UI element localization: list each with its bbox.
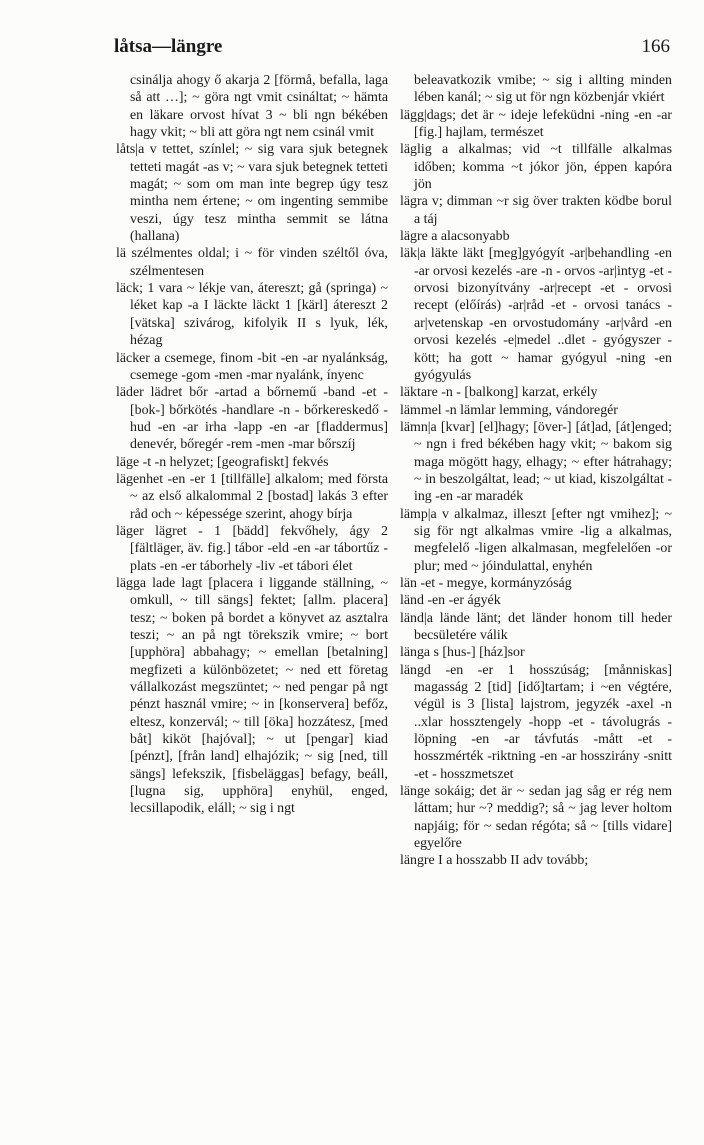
dictionary-entry: lämmel -n lämlar lemming, vándoregér <box>400 402 618 418</box>
dictionary-entry: läktare -n - [balkong] karzat, erkély <box>400 385 598 401</box>
dictionary-entry: läck; 1 vara ~ lékje van, átereszt; gå (springa) ~ léket kap -a I läckte läckt 1 [kärl] átereszt 2 [vätska] szivárog, kifolyik II s lyuk, lék, hézag <box>116 281 388 349</box>
left-column <box>116 72 388 818</box>
dictionary-entry: lämp|a v alkalmaz, illeszt [efter ngt vmihez]; ~ sig för ngt alkalmas vmire -lig a alkalmas, megfelelő -ligen alkalmasan, megfelelően -or plur; med ~ jóindulattal, enyhén <box>400 506 672 574</box>
dictionary-entry: lägga lade lagt [placera i liggande ställning, ~ omkull, ~ till sängs] fektet; [allm. placera] tesz; ~ boken på bordet a könyvet az asztalra teszi; ~ an på ngt törekszik vmire; ~ bort [upphöra] abbahagy; ~ emellan [betalning] megfizeti a különbözetet; ~ ned ett företag vállalkozást megszüntet; ~ ned pengar på ngt pénzt használ vmire; ~ in [konservera] befőz, eltesz, konzervál; ~ till [öka] hozzátesz, [med båt] kiköt [hajóval]; ~ ut [pengar] kiad [pénzt], [från land] elhajózik; ~ sig [ned, till sängs] lefekszik, [fisbeläggas] befagy, beáll, [lugna sig, upphöra] enyhül, enged, lecsillapodik, eláll; ~ sig i ngt <box>116 575 388 817</box>
right-column <box>400 72 672 870</box>
running-head: låtsa—längre <box>114 36 223 57</box>
dictionary-entry: läder lädret bőr -artad a bőrnemű -band -et - [bok-] bőrkötés -handlare -n - bőrkereskedő -hud -en -ar irha -lapp -en -ar [fladdermus] denevér, bőregér -rem -men -mar bőrszíj <box>116 385 388 453</box>
page-number: 166 <box>641 36 670 57</box>
page-header <box>114 36 670 66</box>
dictionary-entry: lägra v; dimman ~r sig över trakten ködbe borul a táj <box>400 194 672 227</box>
dictionary-entry: läger lägret - 1 [bädd] fekvőhely, ágy 2 [fältläger, äv. fig.] tábor -eld -en -ar tábortűz -plats -en -er táborhely -liv -et tábori élet <box>116 523 388 574</box>
dictionary-entry: längd -en -er 1 hosszúság; [månniskas] magasság 2 [tid] [idő]tartam; i ~en végtére, végül is 3 [lista] lajstrom, jegyzék -axel -n ..xlar hossztengely -hopp -et - távolugrás -löpning -en -ar távfutás -mått -et - hosszmérték -riktning -en -ar hosszirány -snitt -et - hosszmetszet <box>400 662 672 782</box>
dictionary-entry: lämn|a [kvar] [el]hagy; [över-] [át]ad, [át]enged; ~ ngn i fred békében hagy vkit; ~ bakom sig maga mögött hagy, elhagy; ~ efter hátrahagy; ~ in beszolgáltat, lead; ~ ut kiad, kiszolgáltat -ing -en -ar maradék <box>400 419 672 505</box>
dictionary-entry: lägre a alacsonyabb <box>400 229 510 245</box>
dictionary-entry: länga s [hus-] [ház]sor <box>400 645 525 661</box>
dictionary-entry: lägg|dags; det är ~ ideje lefeküdni -ning -en -ar [fig.] hajlam, természet <box>400 107 672 141</box>
dictionary-entry: läcker a csemege, finom -bit -en -ar nyalánkság, csemege -gom -men -mar nyalánk, ínyenc <box>116 350 388 383</box>
dictionary-entry: csinálja ahogy ő akarja 2 [förmå, befalla, laga så att …]; ~ göra ngt vmit csináltat; ~ hämta en läkare orvost hívat 3 ~ bli ngn békében hagy vkit; ~ bli att göra ngt nem csinál vmit <box>130 73 388 141</box>
dictionary-entry: länd -en -er ágyék <box>400 593 501 609</box>
dictionary-entry: lägenhet -en -er 1 [tillfälle] alkalom; med första ~ az első alkalommal 2 [bostad] lakás 3 efter råd och ~ képessége szerint, ahogy bírja <box>116 471 388 522</box>
dictionary-entry: län -et - megye, kormányzóság <box>400 575 572 591</box>
dictionary-entry: länge sokáig; det är ~ sedan jag såg er rég nem láttam; hur ~? meddig?; så ~ jag lever holtom napjáig; för ~ sedan régóta; så ~ [tills vidare] egyelőre <box>400 784 672 852</box>
dictionary-entry: beleavatkozik vmibe; ~ sig i allting minden lében kanál; ~ sig ut för ngn közbenjár vkiért <box>414 73 672 106</box>
dictionary-entry: längre I a hosszabb II adv tovább; <box>400 853 589 869</box>
dictionary-entry: läk|a läkte läkt [meg]gyógyít -ar|behandling -en -ar orvosi kezelés -are -n - orvos -ar|intyg -et - orvosi bizonyítvány -ar|recept -et - orvosi recept (előírás) -ar|råd -et - orvosi tanács -ar|vetenskap -en orvostudomány -ar|vård -en orvosi kezelés -e|medel ..dlet - gyógyszer -kött; ha gott ~ hamar gyógyul -ning -en gyógyulás <box>400 246 672 383</box>
dictionary-entry: läglig a alkalmas; vid ~t tillfälle alkalmas időben; komma ~t jókor jön, éppen kapóra jön <box>400 142 672 193</box>
dictionary-entry: länd|a lände länt; det länder honom till heder becsületére válik <box>400 610 672 643</box>
dictionary-entry: lä szélmentes oldal; i ~ för vinden széltől óva, szélmentesen <box>116 246 388 279</box>
dictionary-entry: låts|a v tettet, színlel; ~ sig vara sjuk betegnek tetteti magát -as v; ~ vara sjuk betegnek tetteti magát; ~ som om man inte begrep úgy tesz mintha nem értene; ~ om ingenting semmibe veszi, úgy tesz mintha semmit se látna (hallana) <box>116 142 388 245</box>
dictionary-entry: läge -t -n helyzet; [geografiskt] fekvés <box>116 454 329 470</box>
